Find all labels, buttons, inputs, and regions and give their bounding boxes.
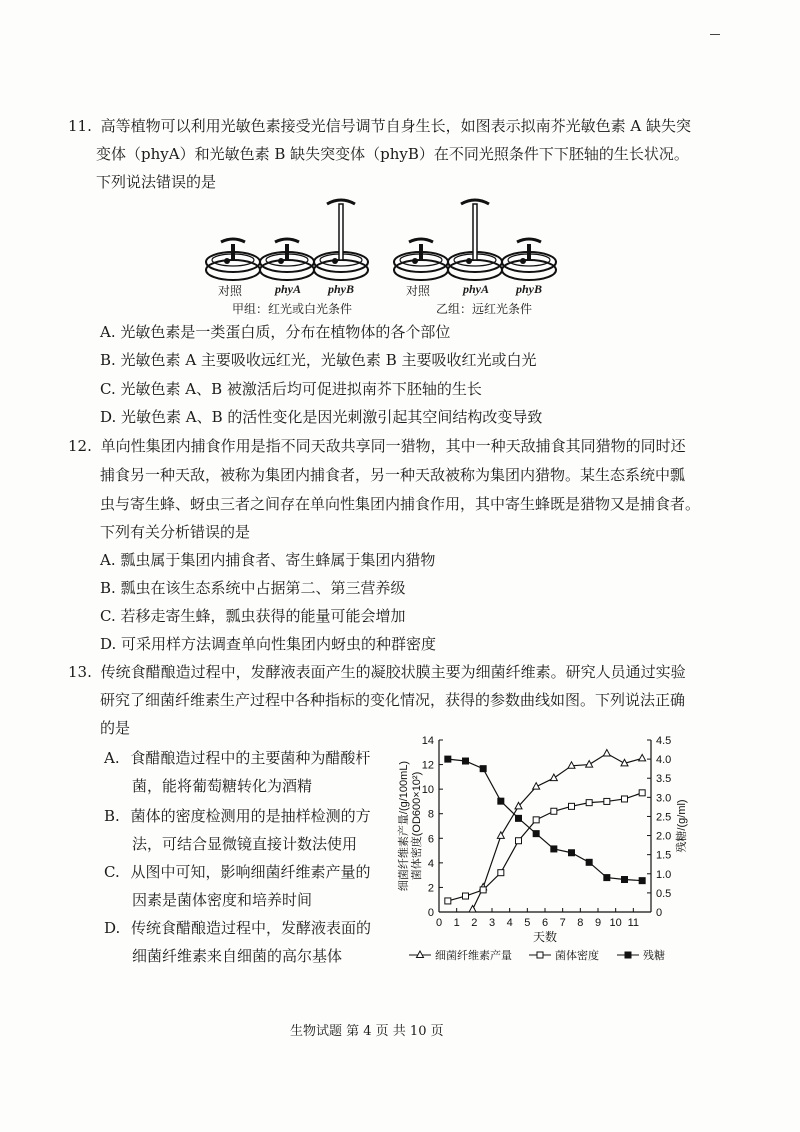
point-square-open [604,798,610,804]
y-left-tick-label: 2 [427,882,434,895]
legend-marker-square-open [537,952,543,958]
q13-number: 13. [68,663,92,681]
y-right-tick-label: 2.5 [656,811,672,824]
x-tick-label: 3 [488,917,496,929]
q12-option-a: A. 瓢虫属于集团内捕食者、寄生蜂属于集团内猎物 [100,551,436,569]
x-tick-label: 1 [453,917,460,929]
point-square-filled [444,756,451,763]
point-square-filled [462,758,469,765]
point-square-open [551,808,557,814]
q11-stem-3: 下列说法错误的是 [96,173,217,191]
q11-number: 11. [68,117,92,135]
q13-option-c-text-1: 从图中可知，影响细菌纤维素产量的 [130,863,371,881]
x-tick-label: 9 [594,917,602,929]
point-square-open [586,800,592,806]
point-triangle [639,754,646,761]
y-right-tick-label: 4.5 [656,735,672,747]
q13-option-b-letter: B. [104,807,120,825]
q13-stem-2: 研究了细菌纤维素生产过程中各种指标的变化情况，获得的参数曲线如图。下列说法正确 [100,691,686,709]
q12-line-1 [68,436,686,456]
q13-option-d-text-2: 细菌纤维素来自细菌的高尔基体 [132,947,343,965]
q12-stem-2: 捕食另一种天敌，被称为集团内捕食者，另一种天敌被称为集团内猎物。某生态系统中瓢 [100,466,686,484]
point-square-filled [568,849,575,856]
point-square-filled [603,874,610,881]
q12-stem-4: 下列有关分析错误的是 [100,523,251,541]
q12-option-d: D. 可采用样方法调查单向性集团内蚜虫的种群密度 [100,635,437,653]
point-square-filled [639,877,646,884]
q13-line-1 [68,662,686,682]
point-square-filled [480,765,487,772]
y-right-label: 残糖/(g/ml) [676,799,688,853]
point-triangle [550,774,557,781]
q13-option-a-text-2: 菌，能将葡萄糖转化为酒精 [132,777,313,795]
q11-line-1 [68,116,691,136]
q13-option-a [104,748,370,768]
dish-phyB-b [502,239,556,280]
legend-marker-square-filled [625,952,632,959]
y-right-tick-label: 0.5 [656,887,672,900]
point-square-open [480,887,486,893]
q11-option-d: D. 光敏色素 A、B 的活性变化是因光刺激引起其空间结构改变导致 [100,408,543,426]
q13-option-d [104,918,371,938]
q12-stem-1: 单向性集团内捕食作用是指不同天敌共享同一猎物，其中一种天敌捕食其同猎物的同时还 [100,437,686,455]
q11-stem-2: 变体（phyA）和光敏色素 B 缺失突变体（phyB）在不同光照条件下下胚轴的生长状况。 [96,145,689,163]
legend-marker-triangle [417,951,424,958]
y-left-tick-label: 0 [427,907,434,919]
q13-option-b [104,806,371,826]
caption-group-a: 甲组：红光或白光条件 [232,302,353,316]
point-square-filled [550,845,557,852]
x-axis-label: 天数 [532,930,558,944]
q11-option-a: A. 光敏色素是一类蛋白质，分布在植物体的各个部位 [100,323,451,341]
point-square-filled [497,798,504,805]
label-phyB-b: phyB [516,282,543,296]
x-tick-label: 5 [524,917,531,929]
corner-mark [710,34,720,35]
point-triangle [586,761,593,768]
legend-label: 细菌纤维素产量 [435,950,512,962]
q12-number: 12. [68,437,92,455]
q12-stem-3: 虫与寄生蜂、蚜虫三者之间存在单向性集团内捕食作用，其中寄生蜂既是猎物又是捕食者。 [100,495,701,513]
page-footer: 生物试题 第 4 页 共 10 页 [290,1024,444,1039]
q13-option-b-text-1: 菌体的密度检测用的是抽样检测的方 [130,807,371,825]
point-square-open [498,870,504,876]
q13-option-c-letter: C. [104,863,120,881]
y-left-tick-label: 6 [427,833,434,846]
q13-option-c-text-2: 因素是菌体密度和培养时间 [132,891,313,909]
q13-option-a-letter: A. [104,749,120,767]
dish-phyB-a [314,200,368,280]
q12-option-c: C. 若移走寄生蜂，瓢虫获得的能量可能会增加 [100,607,406,625]
caption-group-b: 乙组：远红光条件 [436,302,533,316]
dish-control-b [394,239,448,280]
q12-option-b: B. 瓢虫在该生态系统中占据第二、第三营养级 [100,579,406,597]
y-right-tick-label: 3.5 [656,773,672,786]
q13-stem-3: 的是 [100,719,131,737]
label-control-b: 对照 [406,284,431,298]
dish-phyA-a [260,239,314,280]
label-phyA-a: phyA [275,282,302,296]
series-line-square-open [448,793,642,901]
q13-stem-1: 传统食醋酿造过程中，发酵液表面产生的凝胶状膜主要为细菌纤维素。研究人员通过实验 [100,663,686,681]
point-triangle [469,906,476,913]
x-tick-label: 11 [627,917,640,929]
q13-option-a-text-1: 食醋酿造过程中的主要菌种为醋酸杆 [130,749,371,767]
y-left-tick-label: 12 [421,759,434,772]
y-right-tick-label: 1.5 [656,849,672,862]
x-tick-label: 6 [541,917,549,929]
y-right-tick-label: 1.0 [656,868,672,881]
q13-option-d-letter: D. [104,919,121,937]
point-square-open [622,796,628,802]
legend-label: 残糖 [643,950,665,962]
point-square-open [533,817,539,823]
y-right-tick-label: 4.0 [656,754,672,767]
x-tick-label: 7 [559,917,566,929]
q11-option-b: B. 光敏色素 A 主要吸收远红光，光敏色素 B 主要吸收红光或白光 [100,351,537,369]
point-square-open [516,838,522,844]
x-tick-label: 8 [577,917,584,929]
q11-option-c: C. 光敏色素 A、B 被激活后均可促进拟南芥下胚轴的生长 [100,380,482,398]
x-tick-label: 4 [506,917,513,929]
y-left-tick-label: 4 [427,857,434,870]
q13-line-chart [395,728,715,968]
y-right-tick-label: 0 [656,907,663,919]
q13-option-c [104,862,371,882]
point-square-open [445,898,451,904]
point-square-filled [621,876,628,883]
label-phyA-b: phyA [463,282,490,296]
point-square-open [569,803,575,809]
y-left-label: 细菌纤维素产量/(g/100mL) [398,760,410,892]
y-right-tick-label: 3.0 [656,792,672,805]
y-left-tick-label: 8 [427,808,434,821]
y-left-label-2: 菌体密度(OD600×10²) [411,771,423,881]
dish-control-a [206,239,260,280]
label-control-a: 对照 [218,284,243,298]
x-tick-label: 10 [609,917,622,929]
x-tick-label: 2 [471,917,478,929]
point-triangle [603,750,610,757]
q11-stem-1: 高等植物可以利用光敏色素接受光信号调节自身生长，如图表示拟南芥光敏色素 A 缺失突 [100,117,692,135]
series-line-triangle [473,754,643,910]
y-left-tick-label: 10 [421,784,434,797]
label-phyB-a: phyB [328,282,355,296]
q13-option-b-text-2: 法，可结合显微镜直接计数法使用 [132,835,358,853]
q13-option-d-text-1: 传统食醋酿造过程中，发酵液表面的 [131,919,372,937]
dish-phyA-b [448,200,502,280]
point-square-open [639,790,645,796]
point-square-filled [586,859,593,866]
point-square-filled [533,830,540,837]
legend-label: 菌体密度 [555,950,599,962]
y-right-tick-label: 2.0 [656,830,672,843]
y-left-tick-label: 14 [421,735,434,747]
series-line-square-filled [448,759,642,881]
x-tick-label: 0 [435,917,443,929]
point-square-filled [515,815,522,822]
point-square-open [463,893,469,899]
